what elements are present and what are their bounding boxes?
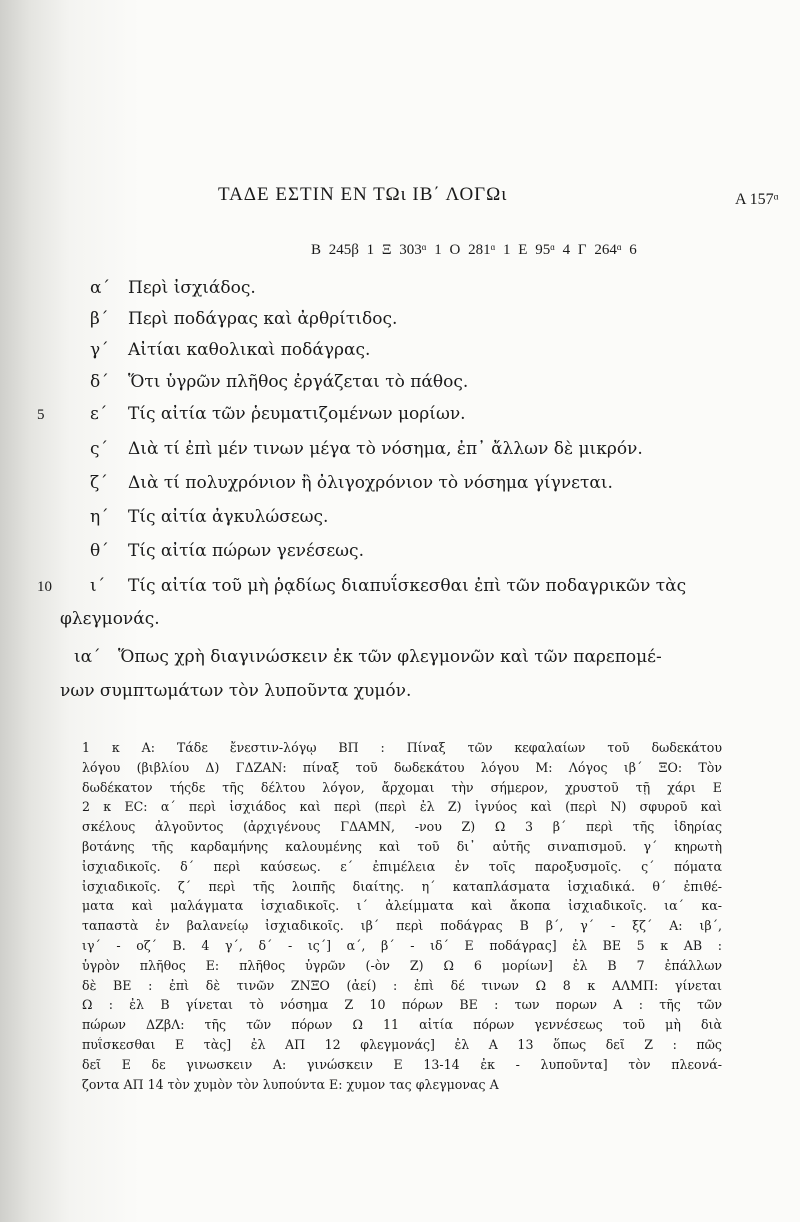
toc-entry: θ΄ Τίς αἰτία πώρων γενέσεως. (90, 541, 364, 561)
toc-entry: ια΄ Ὅπως χρὴ διαγινώσκειν ἐκ τῶν φλεγμονῶν καὶ τῶν παρεπομέ- (74, 647, 662, 667)
apparatus-line: δωδέκατον τήςδε τῆς δέλτου λόγον, ἄρχομαι τὴν σήμερον, χρυστοῦ τῇ χάρι E (82, 779, 722, 795)
toc-entry: ς΄ Διὰ τί ἐπὶ μέν τινων μέγα τὸ νόσημα, ἐπ᾽ ἄλλων δὲ μικρόν. (90, 439, 643, 459)
apparatus-line: ματα καὶ μαλάγματα ἰσχιαδικοῖς. ι΄ ἀλείμματα καὶ ἄκοπα ἰσχιαδικοῖς. ια΄ κα- (82, 898, 722, 914)
apparatus-line: λόγου (βιβλίου Δ) ΓΔΖΑΝ: πίναξ τοῦ δωδεκάτου λόγου M: Λόγος ιβ΄ ΞO: Τὸν (82, 759, 722, 775)
toc-entry: β΄ Περὶ ποδάγρας καὶ ἀρθρίτιδος. (90, 309, 398, 329)
toc-entry: ε΄ Τίς αἰτία τῶν ῥευματιζομένων μορίων. (90, 404, 466, 424)
chapter-heading: ΤΑΔΕ ΕΣΤΙΝ ΕΝ ΤΩι ΙΒ΄ ΛΟΓΩι (218, 184, 508, 205)
apparatus-line: ὑγρὸν πλῆθος E: πλῆθος ὑγρῶν (-ὸν Z) Ω 6 μορίων] ἐλ B 7 ἐπάλλων (82, 957, 722, 973)
toc-entry: ι΄ Τίς αἰτία τοῦ μὴ ῥᾳδίως διαπυΐσκεσθαι ἐπὶ τῶν ποδαγρικῶν τὰς (90, 576, 687, 596)
line-number: 10 (37, 579, 52, 595)
apparatus-line: δὲ BE : ἐπὶ δὲ τινῶν ΖΝΞΟ (ἀεί) : ἐπὶ δέ τινων Ω 8 κ ΑΛΜΠ: γίνεται (82, 977, 722, 993)
apparatus-line: πώρων ΔΖβΛ: τῆς τῶν πόρων Ω 11 αἰτία πόρων γεννέσεως τοῦ μὴ διὰ (82, 1017, 722, 1033)
apparatus-line: ζοντα AΠ 14 τὸν χυμὸν τὸν λυπούντα E: χυμον τας φλεγμονας A (82, 1076, 499, 1092)
apparatus-line: ἰσχιαδικοῖς. ζ΄ περὶ τῆς λοιπῆς διαίτης. η΄ καταπλάσματα ἰσχιαδικά. θ΄ ἐπιθέ- (82, 878, 722, 894)
apparatus-line: βοτάνης τῆς καρδαμήνης καλουμένης καὶ τοῦ δι᾽ αὐτῆς σιναπισμοῦ. γ΄ κηρωτὴ (82, 838, 722, 854)
apparatus-line: ιγ΄ - οζ΄ B. 4 γ΄, δ΄ - ις΄] α΄, β΄ - ιδ΄ E ποδάγρας] ἐλ BE 5 κ AB : (82, 937, 722, 953)
apparatus-line: 2 κ EC: α΄ περὶ ἰσχιάδος καὶ περὶ (περὶ ἐλ Z) ἰγνύος καὶ (περὶ N) σφυροῦ καὶ (82, 799, 722, 815)
apparatus-line: ἰσχιαδικοῖς. δ΄ περὶ καύσεως. ε΄ ἐπιμέλεια ἐν τοῖς παροξυσμοῖς. ς΄ πόματα (82, 858, 722, 874)
toc-continuation: φλεγμονάς. (60, 609, 160, 629)
toc-entry: η΄ Τίς αἰτία ἀγκυλώσεως. (90, 507, 329, 527)
toc-entry: δ΄ Ὅτι ὑγρῶν πλῆθος ἐργάζεται τὸ πάθος. (90, 372, 469, 392)
manuscript-sigla: B 245β 1 Ξ 303ᵅ 1 O 281ᵅ 1 E 95ᵅ 4 Γ 264ᵅ 6 (311, 242, 637, 258)
critical-apparatus (82, 740, 722, 1096)
apparatus-line: δεῖ E δε γινωσκειν A: γινώσκειν E 13-14 ἐκ - λυποῦντα] τὸν πλεονά- (82, 1056, 722, 1072)
apparatus-line: σκέλους ἀλγοῦντος (ἀρχιγένους ΓΔΑΜΝ, -νου Z) Ω 3 β΄ περὶ τῆς ἱδηρίας (82, 819, 722, 835)
toc-entry: α΄ Περὶ ἰσχιάδος. (90, 278, 256, 298)
apparatus-line: ταπαστὰ ἐν βαλανείῳ ἰσχιαδικοῖς. ιβ΄ περὶ ποδάγρας B β΄, γ΄ - ξζ΄ A: ιβ΄, (82, 918, 722, 934)
apparatus-line: πυΐσκεσθαι E τὰς] ἐλ AΠ 12 φλεγμονάς] ἐλ A 13 ὅπως δεῖ Z : πῶς (82, 1036, 722, 1052)
apparatus-line: 1 κ A: Τάδε ἔνεστιν-λόγῳ BΠ : Πίναξ τῶν κεφαλαίων τοῦ δωδεκάτου (82, 740, 722, 755)
toc-entry: ζ΄ Διὰ τί πολυχρόνιον ἢ ὀλιγοχρόνιον τὸ νόσημα γίγνεται. (90, 473, 613, 493)
line-number: 5 (37, 407, 45, 423)
toc-entry: γ΄ Αἰτίαι καθολικαὶ ποδάγρας. (90, 340, 371, 360)
toc-continuation: νων συμπτωμάτων τὸν λυποῦντα χυμόν. (60, 681, 412, 701)
apparatus-line: Ω : ἐλ B γίνεται τὸ νόσημα Z 10 πόρων BE : των πορων A : τῆς τῶν (82, 997, 722, 1013)
page-reference: A 157ᵅ (735, 191, 779, 208)
